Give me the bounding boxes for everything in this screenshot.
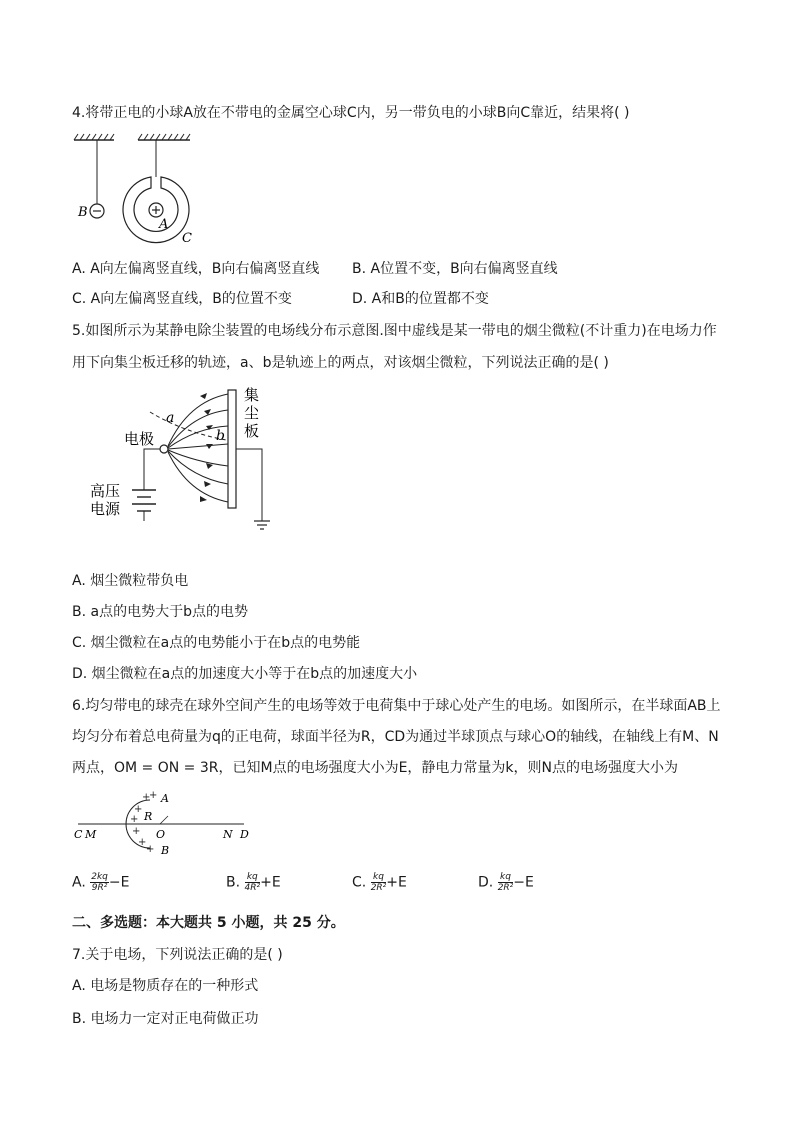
q5-stem-line1: 5.如图所示为某静电除尘装置的电场线分布示意图.图中虚线是某一带电的烟尘微粒(不计重力)在电场力作 (72, 323, 717, 339)
q4-option-b: B. A位置不变，B向右偏离竖直线 (352, 261, 558, 277)
svg-text:+: + (132, 826, 141, 837)
svg-text:+: + (149, 790, 158, 801)
label-r: R (144, 810, 153, 823)
q5-option-d: D. 烟尘微粒在a点的加速度大小等于在b点的加速度大小 (72, 666, 418, 682)
svg-text:+: + (134, 804, 143, 815)
q4-stem: 4.将带正电的小球A放在不带电的金属空心球C内，另一带负电的小球B向C靠近，结果将( ) (72, 105, 630, 121)
supply-label-2: 电源 (90, 500, 121, 518)
label-b: B (161, 844, 170, 857)
label-n: N (223, 828, 233, 841)
q5-option-c: C. 烟尘微粒在a点的电势能小于在b点的电势能 (72, 635, 361, 651)
label-o: O (156, 828, 166, 841)
collector-label-3: 板 (244, 422, 260, 440)
label-m: M (85, 828, 97, 841)
collector-plate (228, 390, 236, 508)
supply-label-1: 高压 (90, 482, 121, 500)
point-b-label: b (216, 428, 225, 444)
q6-stem-line3: 两点，OM = ON = 3R，已知M点的电场强度大小为E，静电力常量为k，则N点的电场强度大小为 (72, 760, 678, 776)
electrode-label: 电极 (124, 430, 155, 448)
q6-stem-line1: 6.均匀带电的球壳在球外空间产生的电场等效于电荷集中于球心处产生的电场。如图所示，在半球面AB上 (72, 698, 721, 714)
electrode (160, 445, 168, 453)
svg-text:+: + (130, 814, 139, 825)
q6-option-a: A. $\frac{2kq}{\text{9R²}}$ −E (72, 872, 130, 893)
q6-option-c: C. $\frac{kq}{\text{2R²}}$ +E (352, 872, 407, 893)
q6-stem-line2: 均匀分布着总电荷量为q的正电荷，球面半径为R，CD为通过半球顶点与球心O的轴线，在轴线上有M、N (72, 729, 719, 745)
collector-label-1: 集 (244, 386, 260, 404)
label-a: A (161, 792, 169, 805)
q5-option-b: B. a点的电势大于b点的电势 (72, 604, 248, 620)
q4-option-d: D. A和B的位置都不变 (352, 291, 489, 307)
q7-stem: 7.关于电场，下列说法正确的是( ) (72, 947, 283, 963)
point-a-label: a (166, 410, 175, 426)
q5-figure (88, 382, 288, 542)
label-d: D (240, 828, 249, 841)
label-c: C (182, 231, 192, 246)
label-b: B (78, 205, 88, 220)
q5-stem-line2: 用下向集尘板迁移的轨迹，a、b是轨迹上的两点，对该烟尘微粒，下列说法正确的是( ) (72, 355, 609, 371)
section-heading: 二、多选题：本大题共 5 小题，共 25 分。 (72, 915, 345, 931)
q4-option-c: C. A向左偏离竖直线，B的位置不变 (72, 291, 292, 307)
svg-text:+: + (138, 837, 147, 848)
q7-option-b: B. 电场力一定对正电荷做正功 (72, 1011, 259, 1027)
q6-option-d: D. $\frac{kq}{\text{2R²}}$ −E (478, 872, 534, 893)
svg-text:+: + (146, 844, 155, 855)
q4-option-a: A. A向左偏离竖直线，B向右偏离竖直线 (72, 261, 320, 277)
q4-figure (70, 132, 230, 247)
label-c: C (74, 828, 83, 841)
collector-label-2: 尘 (244, 404, 260, 422)
q7-option-a: A. 电场是物质存在的一种形式 (72, 978, 259, 994)
q5-option-a: A. 烟尘微粒带负电 (72, 573, 189, 589)
label-a: A (159, 217, 169, 232)
q6-figure (72, 788, 262, 858)
svg-text:+: + (142, 792, 151, 803)
q6-option-b: B. $\frac{kq}{\text{4R²}}$ +E (226, 872, 281, 893)
